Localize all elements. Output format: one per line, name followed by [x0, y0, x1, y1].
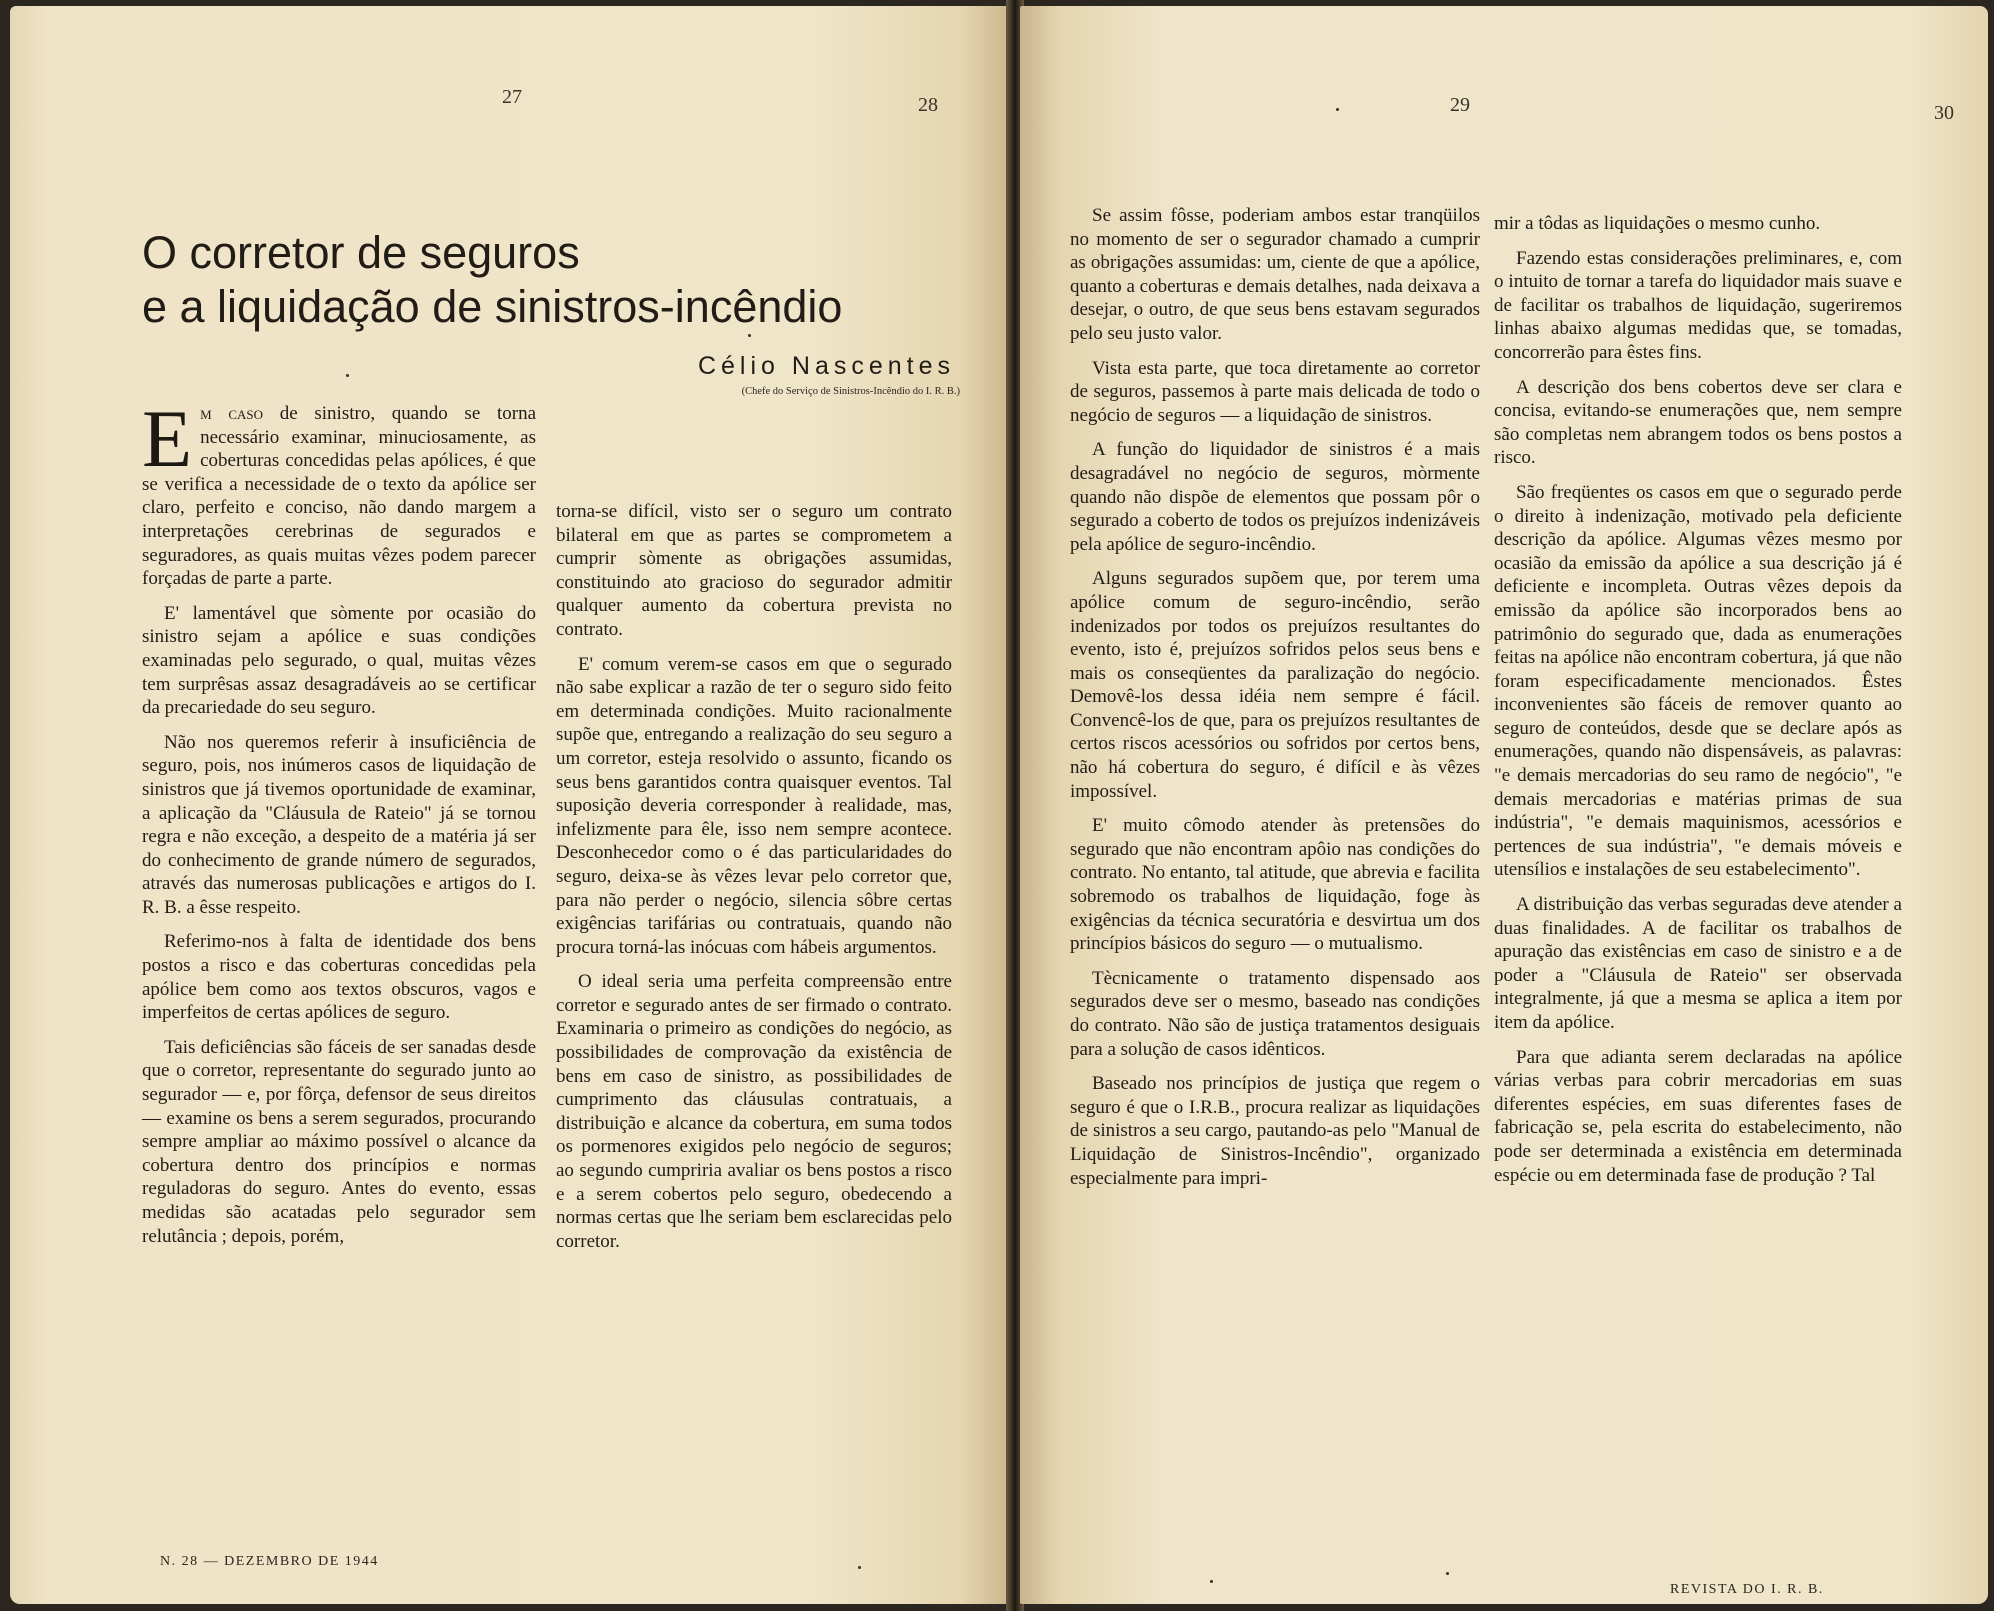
col4-paragraph-5: A distribuição das verbas seguradas deve atender a duas finalidades. A de facilitar os trabalhos de apuração das existências em caso de sinistro e a de poder a "Cláusula de Rateio" ser observada integralmente, já que a mesma se aplica a item por item da apólice. [1494, 894, 1902, 1033]
page-number-29: 29 [1450, 94, 1470, 116]
col1-p1-text: de sinistro, quando se torna necessário examinar, minuciosamente, as coberturas concedidas pelas apólices, é que se verifica a necessidade de o texto da apólice ser claro, perfeito e conciso, não dando margem a interpretações cerebrinas de segurados e seguradores, as quais muitas vêzes podem parecer forçadas de parte a parte. [142, 403, 536, 590]
right-page [1020, 6, 1988, 1604]
column-1 [142, 393, 536, 1259]
column-2 [556, 500, 952, 1264]
drop-cap: E [142, 393, 193, 484]
col4-paragraph-6: Para que adianta serem declaradas na apólice várias verbas para cobrir mercadorias em suas diferentes espécies, em suas diferentes fases de fabricação se, pela escrita do estabelecimento, não pode ser determinada a existência em determinada espécie ou em determinada fase de produção ? Tal [1494, 1046, 1902, 1186]
article-title [142, 226, 982, 334]
col1-paragraph-3: Não nos queremos referir à insuficiência de seguro, pois, nos inúmeros casos de liquidação de sinistros que já tivemos oportunidade de examinar, a aplicação da "Cláusula de Rateio" já se tornou regra e não exceção, a despeito de a matéria já ser do conhecimento de grande número de segurados, através das numerosas publicações e artigos do I. R. B. a êsse respeito. [142, 731, 536, 918]
col3-paragraph-1: Se assim fôsse, poderiam ambos estar tranqüilos no momento de ser o segurador chamado a cumprir as obrigações assumidas: um, ciente de que a apólice, quanto a coberturas e demais detalhes, nada deixava a desejar, o outro, de que seus bens estavam segurados pelo seu justo valor. [1070, 205, 1480, 344]
col1-paragraph-4: Referimo-nos à falta de identidade dos bens postos a risco e das coberturas concedidas pela apólice bem como aos textos obscuros, vagos e imperfeitos de certas apólices de seguro. [142, 931, 536, 1024]
column-3 [1070, 204, 1480, 1201]
col1-paragraph-5: Tais deficiências são fáceis de ser sanadas desde que o corretor, representante do segurado junto ao segurador — e, por fôrça, defensor de seus direitos — examine os bens a serem segurados, procurando sempre ampliar ao máximo possível o alcance da cobertura dentro dos princípios e normas reguladoras do seguro. Antes do evento, essas medidas são acatadas pelo segurador sem relutância ; depois, porém, [142, 1036, 536, 1247]
column-4 [1494, 212, 1902, 1198]
col1-paragraph-2: E' lamentável que sòmente por ocasião do sinistro sejam a apólice e suas condições examinadas pelo segurado, o qual, muitas vêzes tem surprêsas assaz desagradáveis ao se certificar da precariedade do seu seguro. [142, 602, 536, 719]
title-line-2: e a liquidação de sinistros-incêndio [142, 281, 843, 333]
col2-paragraph-3: O ideal seria uma perfeita compreensão entre corretor e segurado antes de ser firmado o contrato. Examinaria o primeiro as condições do negócio, as possibilidades de comprovação da existência de bens em caso de sinistro, as possibilidades de cumprimento das cláusulas contratuais, a distribuição e alcance da cobertura, em suma todos os pormenores exigidos pelo negócio de seguros; ao segundo cumpriria avaliar os bens postos a risco e a serem cobertos pelo seguro, obedecendo a normas certas que lhe seriam bem esclarecidas pelo corretor. [556, 971, 952, 1252]
title-line-1: O corretor de seguros [142, 227, 580, 279]
col1-smallcaps: m caso [200, 403, 264, 424]
footer-publication: REVISTA DO I. R. B. [1670, 1582, 1824, 1597]
col2-paragraph-1: torna-se difícil, visto ser o seguro um contrato bilateral em que as partes se comprometem a cumprir sòmente as obrigações assumidas, constituindo ato gracioso do segurador admitir qualquer aumento da cobertura prevista no contrato. [556, 501, 952, 640]
author-affiliation: (Chefe do Serviço de Sinistros-Incêndio do I. R. B.) [741, 386, 960, 397]
left-page [10, 6, 1010, 1604]
col4-paragraph-4: São freqüentes os casos em que o segurado perde o direito à indenização, motivado pela deficiente descrição da apólice. Algumas vêzes mesmo por ocasião da emissão da apólice a sua descrição já é deficiente e incompleta. Outras vêzes depois da emissão da apólice são incorporados bens ao patrimônio do segurado que, dada as enumerações feitas na apólice não encontram cobertura, já que não foram especificadamente mencionados. Êstes inconvenientes são fáceis de remover quanto ao seguro de conteúdos, desde que se declare após as enumerações, quando não dispensáveis, as palavras: "e demais mercadorias do seu ramo de negócio", "e demais mercadorias e matérias primas de sua indústria", "e demais maquinismos, acessórios e pertences de sua indústria", "e demais móveis e utensílios e instalações de seu estabelecimento". [1494, 481, 1902, 881]
col4-paragraph-2: Fazendo estas considerações preliminares, e, com o intuito de tornar a tarefa do liquidador mais suave e de facilitar os trabalhos de liquidação, sugeriremos linhas abaixo algumas medidas que, se tomadas, concorrerão para êstes fins. [1494, 247, 1902, 363]
article-author: Célio Nascentes [697, 352, 955, 380]
footer-issue: N. 28 — DEZEMBRO DE 1944 [160, 1554, 379, 1569]
page-number-27: 27 [502, 86, 522, 108]
col3-paragraph-2: Vista esta parte, que toca diretamente ao corretor de seguros, passemos à parte mais delicada de todo o negócio de seguros — a liquidação de sinistros. [1070, 357, 1480, 426]
col3-paragraph-6: Tècnicamente o tratamento dispensado aos segurados deve ser o mesmo, baseado nas condições do contrato. Não são de justiça tratamentos desiguais para a solução de casos idênticos. [1070, 967, 1480, 1060]
col1-paragraph-1 [142, 393, 536, 591]
col4-paragraph-1: mir a tôdas as liquidações o mesmo cunho. [1494, 213, 1821, 234]
page-number-28: 28 [918, 94, 938, 116]
col3-paragraph-4: Alguns segurados supõem que, por terem uma apólice comum de seguro-incêndio, serão indenizados por todos os prejuízos resultantes do evento, isto é, prejuízos sofridos pelos seus bens e mais os conseqüentes da paralização do negócio. Demovê-los dessa idéia nem sempre é fácil. Convencê-los de que, para os prejuízos resultantes de certos riscos acessórios ou sofridos por certos bens, não há cobertura do seguro, é difícil e às vêzes impossível. [1070, 568, 1480, 802]
col3-paragraph-3: A função do liquidador de sinistros é a mais desagradável no negócio de seguros, mòrmente quando não dispõe de elementos que possam pôr o segurado a coberto de todos os prejuízos indenizáveis pela apólice de seguro-incêndio. [1070, 439, 1480, 555]
col3-paragraph-5: E' muito cômodo atender às pretensões do segurado que não encontram apôio nas condições do contrato. No entanto, tal atitude, que abrevia e facilita sobremodo os trabalhos de liquidação, foge às exigências da técnica securatória e desvirtua um dos princípios básicos do seguro — o mutualismo. [1070, 815, 1480, 955]
col2-paragraph-2: E' comum verem-se casos em que o segurado não sabe explicar a razão de ter o seguro sido feito em determinada condições. Muito racionalmente supõe que, entregando a realização do seu seguro a um corretor, esteja resolvido o assunto, ficando os seus bens garantidos contra quaisquer eventos. Tal suposição deveria corresponder à realidade, mas, infelizmente para êle, isso nem sempre acontece. Desconhecedor como o é das particularidades do seguro, deixa-se às vêzes levar pelo corretor que, para não perder o negócio, silencia sôbre certas exigências tarifárias ou contratuais, quando não procura torná-las inócuas com hábeis argumentos. [556, 653, 952, 958]
col3-paragraph-7: Baseado nos princípios de justiça que regem o seguro é que o I.R.B., procura realizar as liquidações de sinistros a seu cargo, pautando-as pelo "Manual de Liquidação de Sinistros-Incêndio", organizado especialmente para impri- [1070, 1073, 1480, 1189]
page-number-30: 30 [1934, 102, 1954, 124]
col4-paragraph-3: A descrição dos bens cobertos deve ser clara e concisa, evitando-se enumerações que, nem sempre são completas nem abrangem todos os bens postos a risco. [1494, 376, 1902, 469]
